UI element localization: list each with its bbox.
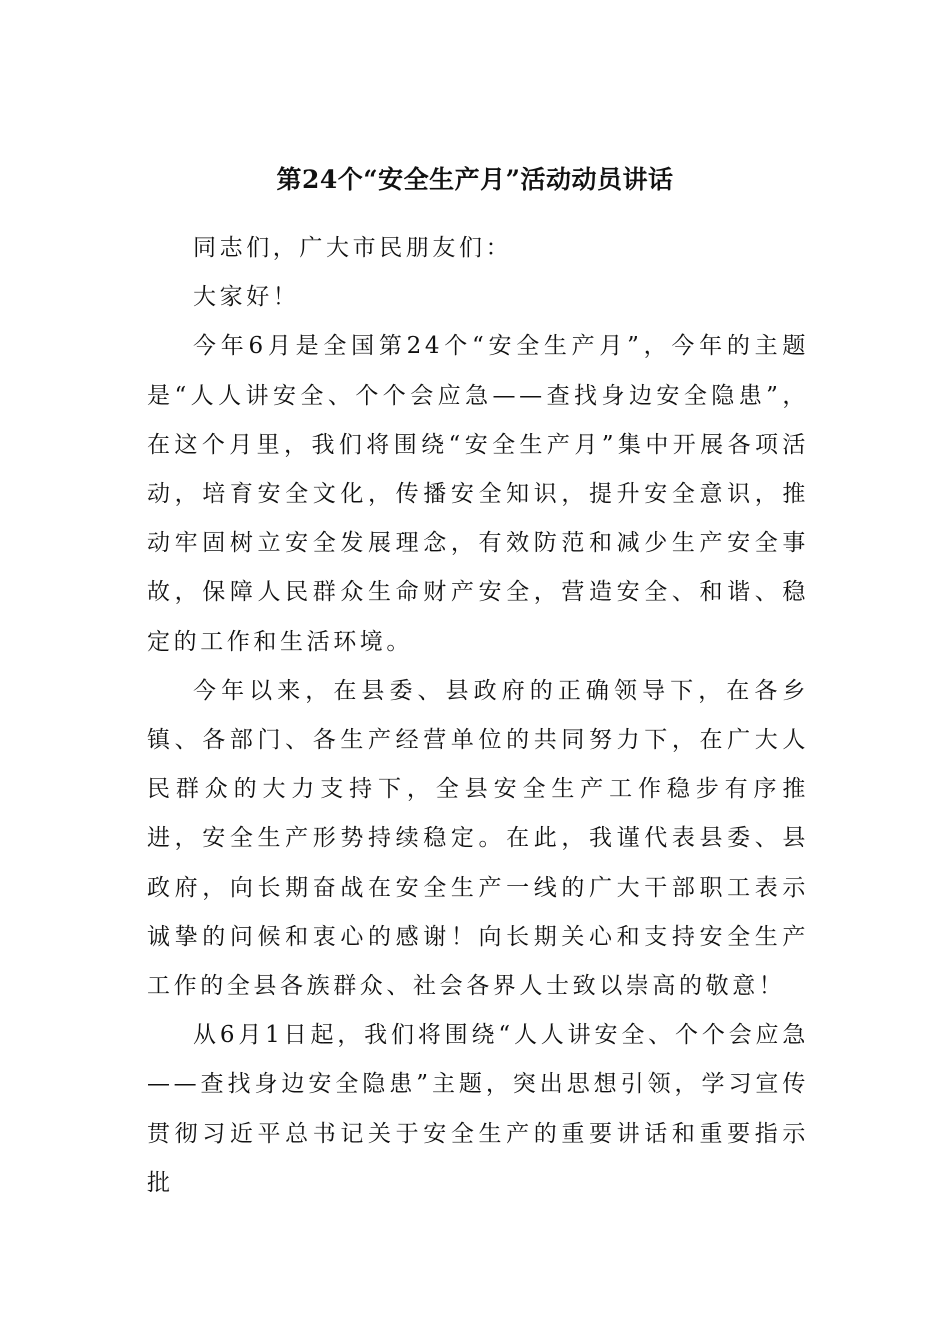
greeting-paragraph: 大家好！: [193, 284, 300, 311]
theme-paragraph: 今年6月是全国第24个“安全生产月”，今年的主题是“人人讲安全、个个会应急——查找身边安全隐患”，在这个月里，我们将围绕“安全生产月”集中开展各项活动，培育安全文化，传播安全知识，提升安全意识，推动牢固树立安全发展理念，有效防范和减少生产安全事故，保障人民群众生命财产安全，营造安全、和谐、稳定的工作和生活环境。: [147, 333, 809, 655]
speech-body: [147, 222, 809, 1208]
page-title: 第24个“安全生产月”活动动员讲话: [276, 165, 674, 194]
salutation-paragraph: 同志们，广大市民朋友们：: [193, 235, 513, 261]
plan-paragraph: 从6月1日起，我们将围绕“人人讲安全、个个会应急——查找身边安全隐患”主题，突出思想引领，学习宣传贯彻习近平总书记关于安全生产的重要讲话和重要指示批: [147, 1022, 809, 1196]
thanks-paragraph: 今年以来，在县委、县政府的正确领导下，在各乡镇、各部门、各生产经营单位的共同努力下，在广大人民群众的大力支持下，全县安全生产工作稳步有序推进，安全生产形势持续稳定。在此，我谨代表县委、县政府，向长期奋战在安全生产一线的广大干部职工表示诚挚的问候和衷心的感谢！向长期关心和支持安全生产工作的全县各族群众、社会各界人士致以崇高的敬意！: [147, 677, 809, 1000]
